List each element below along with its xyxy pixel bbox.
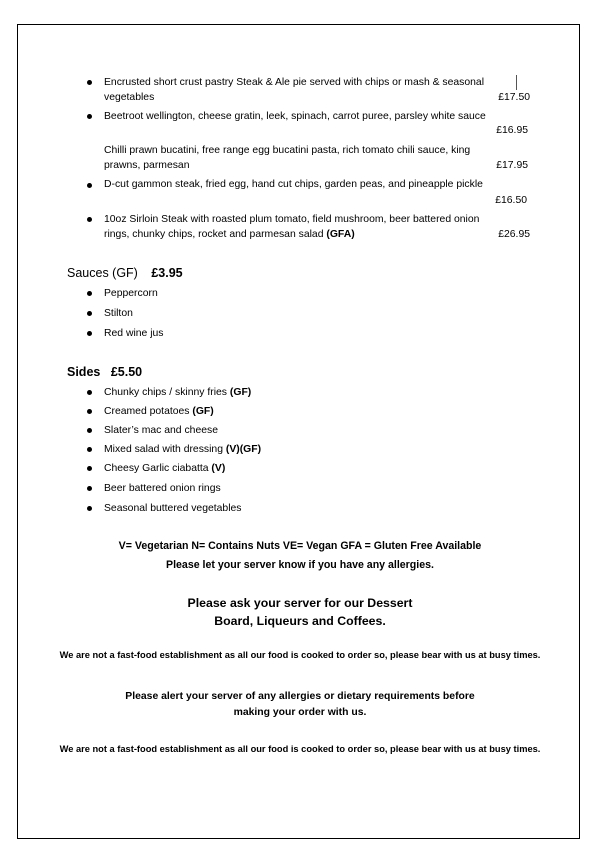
main-item-3-line1: Chilli prawn bucatini, free range egg bucatini pasta, rich tomato chili sauce, king — [104, 145, 471, 156]
sides-heading — [67, 364, 142, 380]
allergy-notice-short: Please let your server know if you have any allergies. — [166, 559, 434, 571]
bullet-icon — [87, 409, 92, 414]
sides-price: £5.50 — [110, 365, 143, 379]
sauce-item: Peppercorn — [104, 288, 158, 299]
sauce-item: Red wine jus — [104, 328, 164, 339]
main-item-5-line1: 10oz Sirloin Steak with roasted plum tomato, field mushroom, beer battered onion — [104, 214, 480, 225]
bullet-icon — [87, 428, 92, 433]
bullet-icon — [87, 311, 92, 316]
text-cursor — [516, 75, 517, 90]
bullet-icon — [87, 506, 92, 511]
main-item-4-price: £16.50 — [495, 195, 527, 206]
main-item-4-line1: D-cut gammon steak, fried egg, hand cut chips, garden peas, and pineapple pickle — [104, 179, 483, 190]
allergy-notice-long-line1: Please alert your server of any allergies or dietary requirements before — [125, 691, 475, 702]
main-item-5-line2: rings, chunky chips, rocket and parmesan salad (GFA) — [104, 229, 355, 240]
bullet-icon — [87, 291, 92, 296]
main-item-2-price: £16.95 — [496, 125, 528, 136]
main-item-1-price: £17.50 — [498, 92, 530, 103]
main-item-2-line1: Beetroot wellington, cheese gratin, leek, spinach, carrot puree, parsley white sauce — [104, 111, 486, 122]
side-item: Seasonal buttered vegetables — [104, 503, 242, 514]
main-item-5-price: £26.95 — [498, 229, 530, 240]
side-item: Mixed salad with dressing (V)(GF) — [104, 444, 262, 455]
main-item-1-line1: Encrusted short crust pastry Steak & Ale pie served with chips or mash & seasonal — [104, 77, 485, 88]
bullet-icon — [87, 331, 92, 336]
sauces-heading — [67, 265, 183, 281]
bullet-icon — [87, 80, 92, 85]
sauces-title: Sauces (GF) — [67, 266, 138, 280]
dessert-notice-line2: Board, Liqueurs and Coffees. — [214, 614, 386, 628]
side-item: Chunky chips / skinny fries (GF) — [104, 387, 252, 398]
allergy-notice-long-line2: making your order with us. — [233, 707, 367, 718]
sauces-price: £3.95 — [151, 266, 183, 280]
bullet-icon — [87, 466, 92, 471]
main-item-5-tag: (GFA) — [326, 229, 355, 240]
main-item-3-price: £17.95 — [496, 160, 528, 171]
bullet-icon — [87, 114, 92, 119]
sauce-item: Stilton — [104, 308, 133, 319]
dietary-key: V= Vegetarian N= Contains Nuts VE= Vegan GFA = Gluten Free Available — [118, 540, 482, 552]
side-item: Slater’s mac and cheese — [104, 425, 218, 436]
bullet-icon — [87, 390, 92, 395]
fast-food-notice-1: We are not a fast-food establishment as all our food is cooked to order so, please bear with us at busy times. — [59, 650, 541, 660]
side-item: Beer battered onion rings — [104, 483, 221, 494]
main-item-1-line2: vegetables — [104, 92, 155, 103]
sides-title: Sides — [67, 365, 101, 379]
side-item: Creamed potatoes (GF) — [104, 406, 214, 417]
bullet-icon — [87, 447, 92, 452]
bullet-icon — [87, 217, 92, 222]
side-item: Cheesy Garlic ciabatta (V) — [104, 463, 226, 474]
dessert-notice-line1: Please ask your server for our Dessert — [187, 596, 413, 610]
bullet-icon — [87, 486, 92, 491]
fast-food-notice-2: We are not a fast-food establishment as all our food is cooked to order so, please bear with us at busy times. — [59, 744, 541, 754]
bullet-icon — [87, 183, 92, 188]
main-item-3-line2: prawns, parmesan — [104, 160, 190, 171]
